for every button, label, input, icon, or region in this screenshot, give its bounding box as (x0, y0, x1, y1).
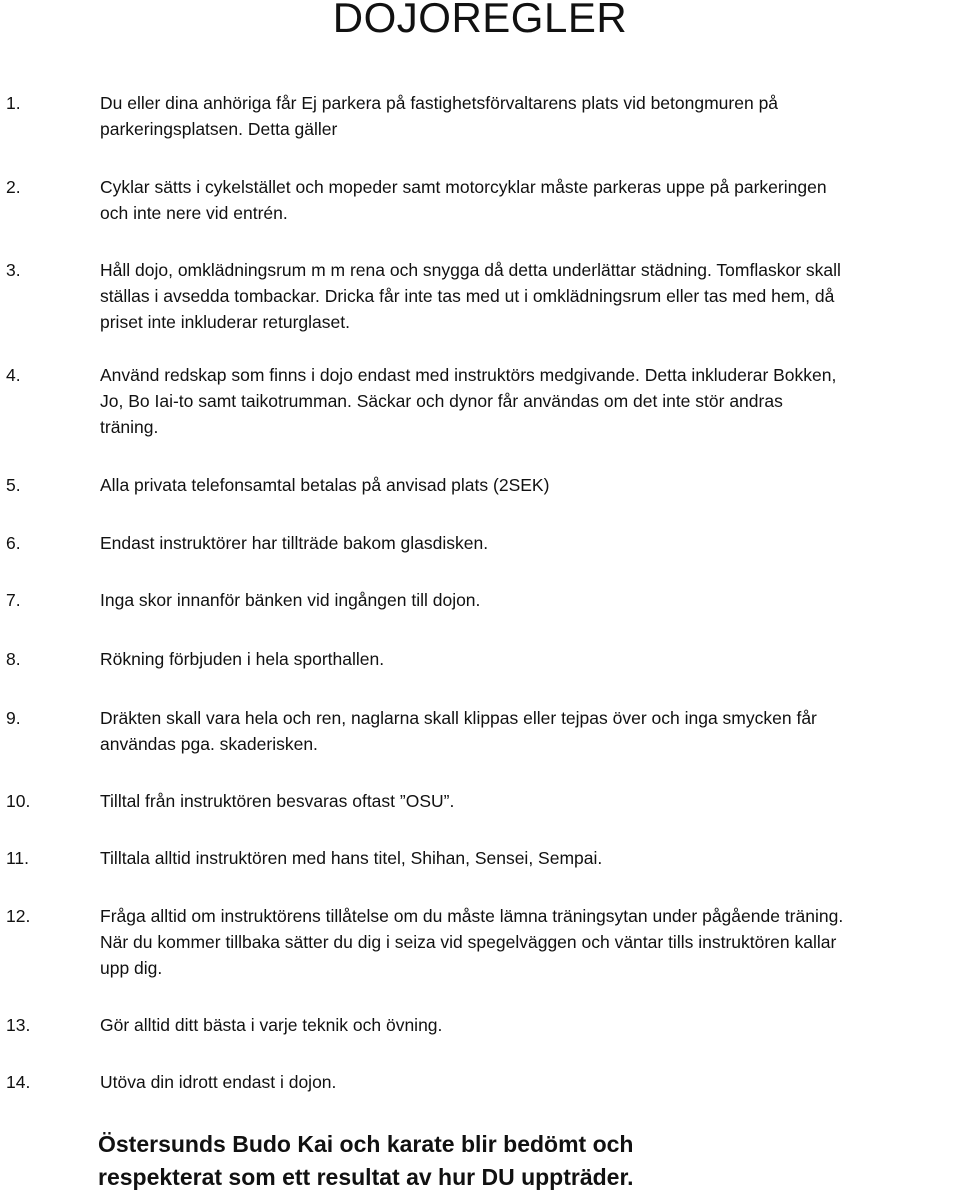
rule-text: Inga skor innanför bänken vid ingången till dojon. (100, 590, 481, 610)
rule-text: Fråga alltid om instruktörens tillåtelse om du måste lämna träningsytan under pågående träning. När du kommer tillbaka sätter du dig i seiza vid spegelväggen och väntar tills instruktören kallar upp dig. (100, 906, 844, 978)
rule-number: 4. (6, 365, 21, 385)
rule-number: 6. (6, 533, 21, 553)
rule-text: Använd redskap som finns i dojo endast med instruktörs medgivande. Detta inkluderar Bokken, Jo, Bo Iai-to samt taikotrumman. Säckar och dynor får användas om det inte stör andras träning. (100, 365, 837, 437)
rule-text: Cyklar sätts i cykelstället och mopeder samt motorcyklar måste parkeras uppe på parkeringen och inte nere vid entrén. (100, 177, 827, 223)
rule-number: 13. (6, 1015, 31, 1035)
rule-number: 2. (6, 177, 21, 197)
rule-number: 11. (6, 848, 30, 868)
rule-text: Du eller dina anhöriga får Ej parkera på fastighetsförvaltarens plats vid betongmuren på parkeringsplatsen. Detta gäller (100, 93, 779, 139)
rule-text: Dräkten skall vara hela och ren, naglarna skall klippas eller tejpas över och inga smycken får användas pga. skaderisken. (100, 708, 817, 754)
rule-text: Utöva din idrott endast i dojon. (100, 1072, 337, 1092)
page-title: DOJOREGLER (332, 0, 628, 41)
rule-number: 9. (6, 708, 21, 728)
rule-text: Tilltal från instruktören besvaras oftast ”OSU”. (100, 791, 455, 811)
rule-number: 1. (6, 93, 21, 113)
rule-text: Alla privata telefonsamtal betalas på anvisad plats (2SEK) (100, 475, 550, 495)
footer-statement: Östersunds Budo Kai och karate blir bedömt och respekterat som ett resultat av hur DU uppträder. (98, 1131, 634, 1190)
rule-number: 3. (6, 260, 21, 280)
rule-number: 5. (6, 475, 21, 495)
rule-text: Tilltala alltid instruktören med hans titel, Shihan, Sensei, Sempai. (100, 848, 603, 868)
rule-number: 12. (6, 906, 31, 926)
rule-number: 8. (6, 649, 21, 669)
rule-text: Rökning förbjuden i hela sporthallen. (100, 649, 385, 669)
rule-number: 14. (6, 1072, 31, 1092)
rule-text: Gör alltid ditt bästa i varje teknik och övning. (100, 1015, 443, 1035)
rule-text: Endast instruktörer har tillträde bakom glasdisken. (100, 533, 489, 553)
rule-number: 7. (6, 590, 21, 610)
rule-text: Håll dojo, omklädningsrum m m rena och snygga då detta underlättar städning. Tomflaskor skall ställas i avsedda tombackar. Dricka får inte tas med ut i omklädningsrum eller tas med hem, då priset inte inkluderar returglaset. (100, 260, 841, 332)
rule-number: 10. (6, 791, 31, 811)
